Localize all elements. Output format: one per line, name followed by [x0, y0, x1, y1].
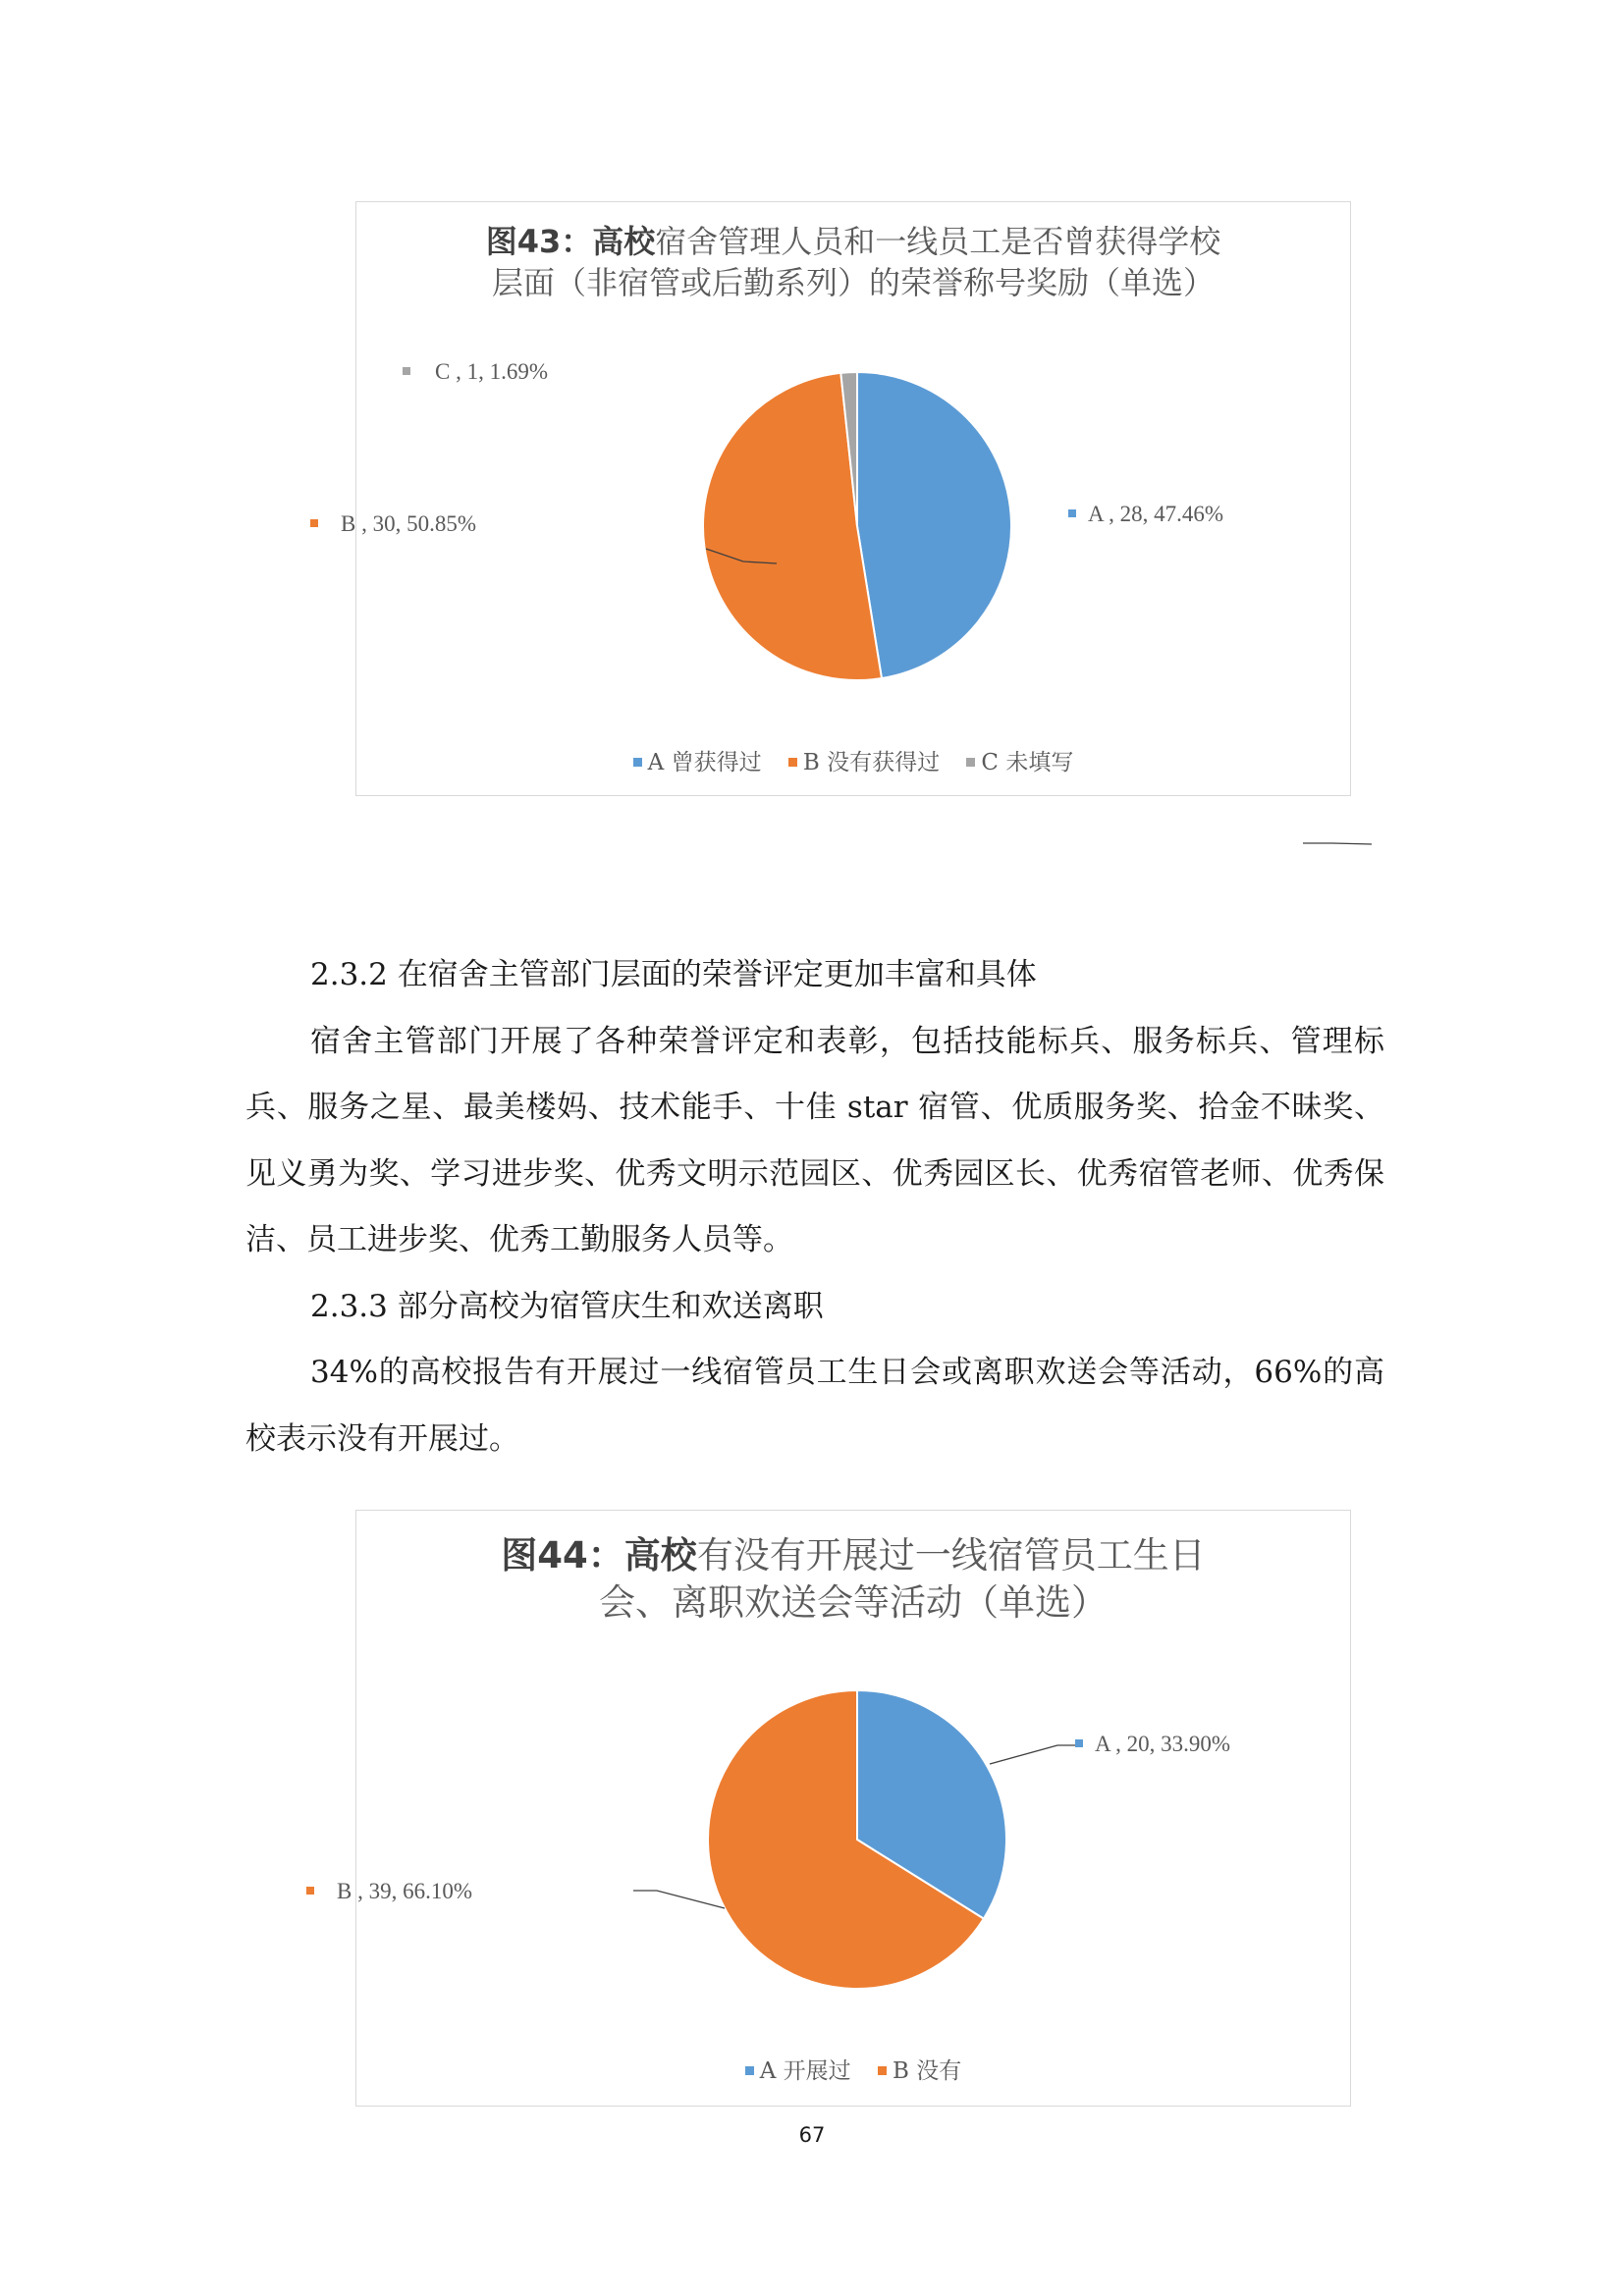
legend-item-b: [878, 2053, 961, 2085]
chart-43-legend: [356, 744, 1350, 776]
legend-item-a: [745, 2053, 851, 2085]
legend-swatch-a: [745, 2066, 754, 2075]
data-label-c: C , 1, 1.69%: [435, 359, 548, 384]
chart-44-title-rest: 有没有开展过一线宿管员工生日: [696, 1534, 1206, 1576]
chart-43-title-strong: 图43：高校: [485, 223, 656, 260]
legend-swatch-b: [788, 758, 797, 767]
paragraph-birthday-farewell: 34%的高校报告有开展过一线宿管员工生日会或离职欢送会等活动，66%的高校表示没有开展过。: [245, 1355, 1384, 1457]
data-label-marker-c: [403, 367, 410, 375]
legend-item-a: [633, 744, 762, 776]
chart-44: [337, 1510, 1351, 2107]
legend-label-b: B 没有: [893, 2058, 962, 2084]
legend-item-c: [966, 744, 1073, 776]
leader-line-a: [990, 1745, 1081, 1764]
legend-label-c: C 未填写: [981, 750, 1074, 775]
leader-line-a: [1303, 843, 1372, 844]
data-label-a: A , 28, 47.46%: [1088, 502, 1223, 526]
legend-swatch-b: [878, 2066, 887, 2075]
data-label-b: B , 30, 50.85%: [341, 511, 476, 536]
legend-swatch-c: [966, 758, 975, 767]
page-number: 67: [798, 2123, 826, 2147]
data-label-marker-a: [1075, 1739, 1083, 1747]
chart-43: [341, 201, 1351, 796]
chart-44-legend: [356, 2053, 1350, 2085]
data-label-a: A , 20, 33.90%: [1095, 1732, 1230, 1756]
data-label-marker-b: [310, 519, 318, 527]
paragraph-honor-awards: 宿舍主管部门开展了各种荣誉评定和表彰，包括技能标兵、服务标兵、管理标兵、服务之星、最美楼妈、技术能手、十佳 star 宿管、优质服务奖、拾金不昧奖、见义勇为奖、学习进步奖、优秀文明示范园区、优秀园区长、优秀宿管老师、优秀保洁、员工进步奖、优秀工勤服务人员等。: [245, 1023, 1384, 1257]
section-heading-2-3-3: 2.3.3 部分高校为宿管庆生和欢送离职: [310, 1288, 824, 1324]
pie-slice-a: [857, 372, 1011, 678]
section-heading-2-3-2: 2.3.2 在宿舍主管部门层面的荣誉评定更加丰富和具体: [310, 957, 1037, 992]
chart-44-title-line2: 会、离职欢送会等活动（单选）: [599, 1581, 1108, 1625]
legend-label-a: A 曾获得过: [647, 750, 762, 775]
data-label-marker-a: [1068, 509, 1076, 517]
body-text: [245, 942, 1384, 1472]
data-label-b: B , 39, 66.10%: [337, 1879, 472, 1903]
legend-swatch-a: [633, 758, 642, 767]
chart-43-title-rest: 宿舍管理人员和一线员工是否曾获得学校: [655, 223, 1221, 260]
chart-43-title-line2: 层面（非宿管或后勤系列）的荣誉称号奖励（单选）: [491, 263, 1215, 301]
chart-44-title-strong: 图44：高校: [501, 1534, 697, 1576]
legend-label-b: B 没有获得过: [802, 750, 941, 775]
chart-44-plot: [337, 1511, 1352, 2108]
legend-item-b: [788, 744, 940, 776]
chart-43-plot: [341, 202, 1352, 797]
leader-line-b: [633, 1891, 725, 1908]
legend-label-a: A 开展过: [759, 2058, 851, 2084]
data-label-marker-b: [306, 1887, 314, 1895]
